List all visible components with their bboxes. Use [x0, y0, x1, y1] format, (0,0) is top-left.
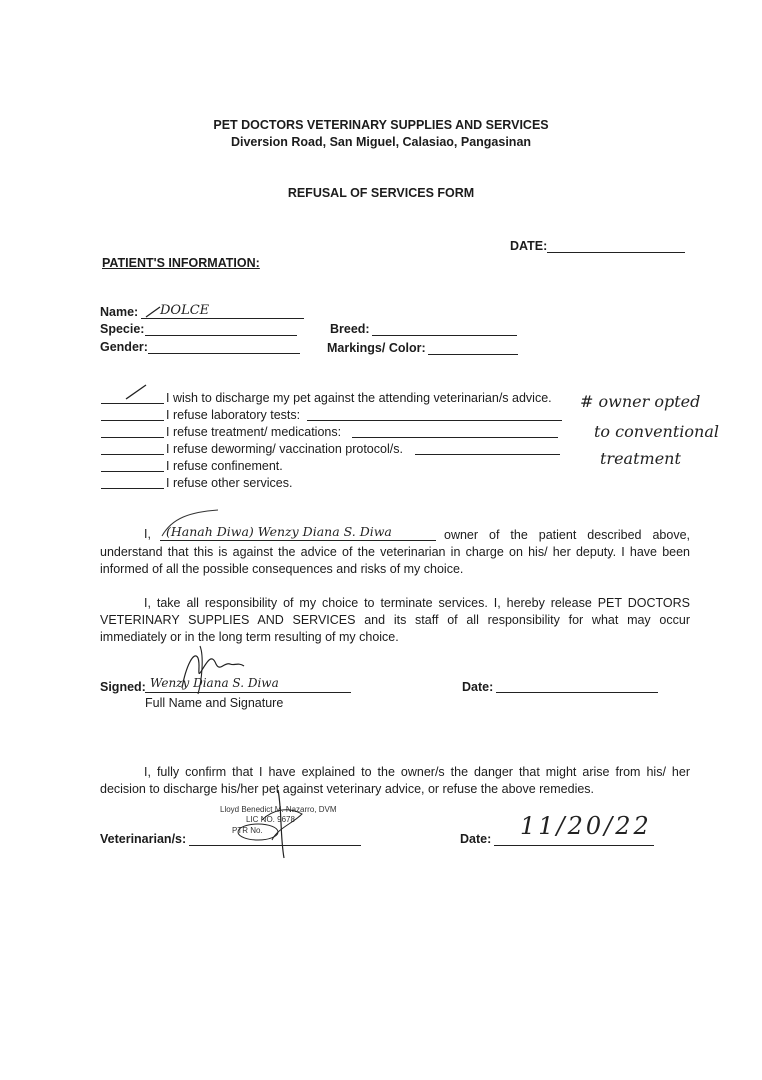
vet-date-label: Date: — [460, 832, 492, 846]
option-fill-line-2[interactable] — [307, 420, 562, 421]
handwritten-note-line-1: # owner opted — [580, 392, 701, 411]
option-blank-5[interactable] — [101, 471, 164, 472]
option-blank-1[interactable] — [101, 403, 164, 404]
statement-prefix: I, — [144, 527, 151, 541]
option-checkmark-icon — [124, 383, 148, 401]
veterinarian-label: Veterinarian/s: — [100, 832, 187, 846]
option-text-3: I refuse treatment/ medications: — [166, 425, 342, 439]
signed-label: Signed: — [100, 680, 146, 694]
gender-line[interactable] — [148, 353, 300, 354]
specie-line[interactable] — [145, 335, 297, 336]
option-blank-2[interactable] — [101, 420, 164, 421]
option-blank-6[interactable] — [101, 488, 164, 489]
release-text: I, take all responsibility of my choice to terminate services. I, hereby release PET DOCTORS VETERINARY SUPPLIES AND SERVICES and its staff of all responsibility for what may occur immediately or in the long term resulting of my choice. — [100, 596, 690, 644]
org-address: Diversion Road, San Miguel, Calasiao, Pangasinan — [230, 135, 532, 149]
checkmark-icon — [145, 306, 161, 318]
option-text-1: I wish to discharge my pet against the attending veterinarian/s advice. — [166, 391, 552, 405]
option-fill-line-4[interactable] — [415, 454, 560, 455]
signed-name-handwritten: Wenzy Diana S. Diwa — [150, 676, 279, 690]
signed-date-line[interactable] — [496, 692, 658, 693]
option-text-2: I refuse laboratory tests: — [166, 408, 301, 422]
gender-label: Gender: — [100, 340, 148, 354]
breed-line[interactable] — [372, 335, 517, 336]
markings-line[interactable] — [428, 354, 518, 355]
handwritten-note-line-2: to conventional — [594, 422, 719, 441]
handwritten-note-line-3: treatment — [600, 449, 681, 468]
patient-name-value: DOLCE — [160, 303, 210, 318]
org-name: PET DOCTORS VETERINARY SUPPLIES AND SERVICES — [213, 118, 549, 132]
stamp-ptr: PTR No. — [232, 826, 263, 835]
statement-text: owner of the patient described above, understand that this is against the advice of the veterinarian in charge on his/ her deputy. I have been informed of all the possible consequences and risks of my choice. — [100, 528, 690, 576]
stamp-license: LIC NO. 9678 — [246, 815, 295, 824]
name-line[interactable] — [141, 318, 304, 319]
option-text-5: I refuse confinement. — [166, 459, 283, 473]
name-label: Name: — [100, 305, 139, 319]
specie-label: Specie: — [100, 322, 145, 336]
section-title: PATIENT'S INFORMATION: — [102, 256, 260, 270]
option-text-6: I refuse other services. — [166, 476, 293, 490]
form-title: REFUSAL OF SERVICES FORM — [287, 186, 475, 200]
stamp-name: Lloyd Benedict M. Nazarro, DVM — [220, 805, 337, 814]
date-label: DATE: — [510, 239, 548, 253]
owner-name-handwritten: (Hanah Diwa) Wenzy Diana S. Diwa — [166, 524, 392, 539]
option-blank-3[interactable] — [101, 437, 164, 438]
signature-caption: Full Name and Signature — [145, 696, 284, 710]
option-text-4: I refuse deworming/ vaccination protocol/s. — [166, 442, 403, 456]
vet-date-line[interactable] — [494, 845, 654, 846]
confirmation-text: I, fully confirm that I have explained to the owner/s the danger that might arise from his/ her decision to discharge his/her pet against veterinary advice, or refuse the above remedies. — [100, 765, 690, 796]
option-blank-4[interactable] — [101, 454, 164, 455]
markings-label: Markings/ Color: — [327, 341, 426, 355]
option-fill-line-3[interactable] — [352, 437, 558, 438]
breed-label: Breed: — [330, 322, 370, 336]
date-line[interactable] — [547, 252, 685, 253]
vet-date-value: 11/20/22 — [520, 812, 652, 840]
signed-date-label: Date: — [462, 680, 494, 694]
vet-signature — [222, 780, 322, 860]
